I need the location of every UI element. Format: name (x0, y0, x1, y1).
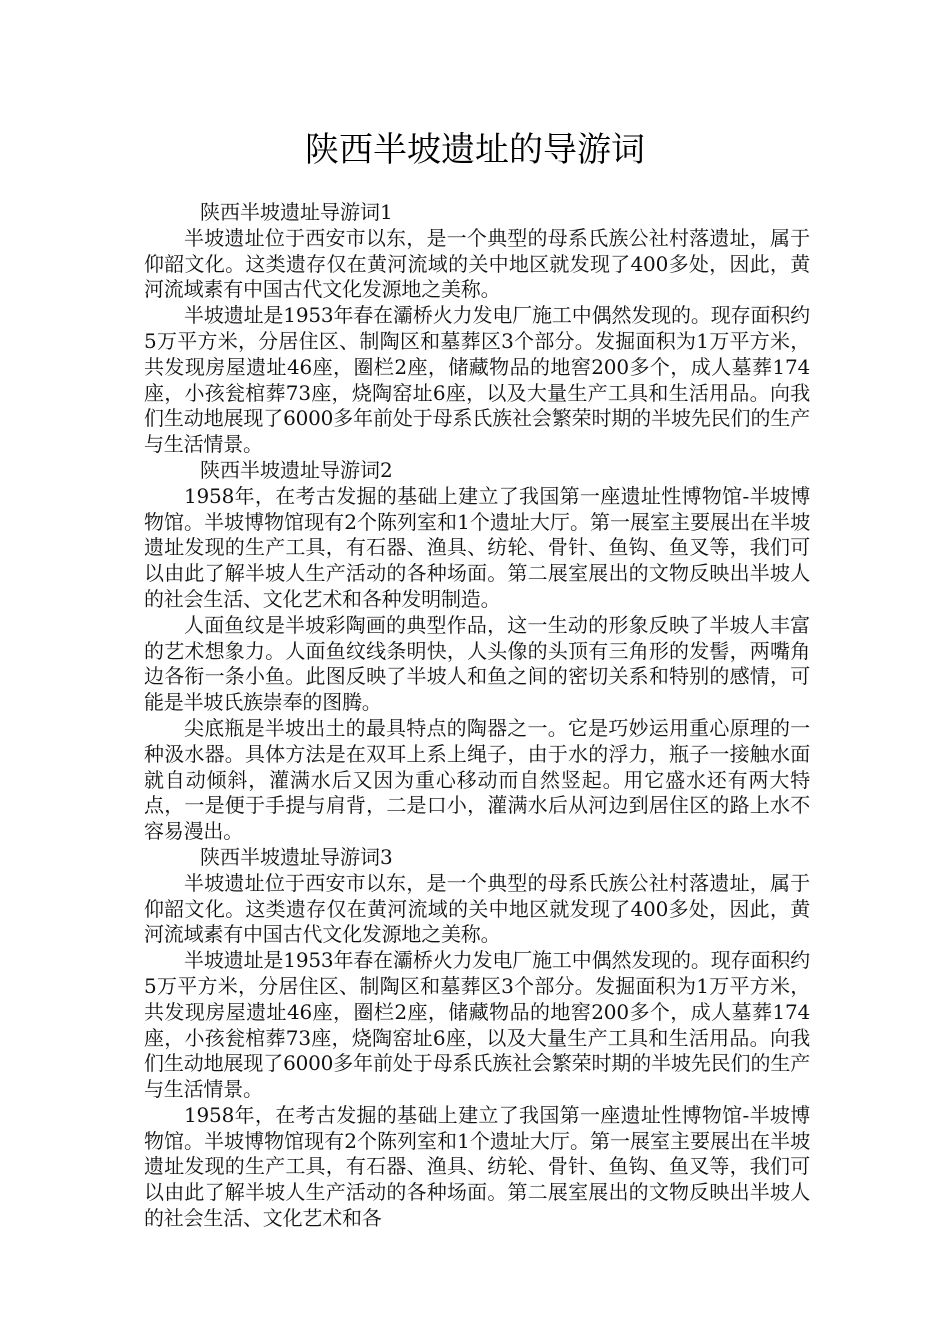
paragraph: 半坡遗址是1953年春在灞桥火力发电厂施工中偶然发现的。现存面积约5万平方米，分居住区、制陶区和墓葬区3个部分。发掘面积为1万平方米，共发现房屋遗址46座，圈栏2座，储藏物品的地窖200多个，成人墓葬174座，小孩瓮棺葬73座，烧陶窑址6座，以及大量生产工具和生活用品。向我们生动地展现了6000多年前处于母系氏族社会繁荣时期的半坡先民们的生产与生活情景。 (144, 303, 810, 457)
document-body (144, 200, 810, 1232)
section-heading: 陕西半坡遗址导游词2 (200, 457, 393, 482)
paragraph: 半坡遗址位于西安市以东，是一个典型的母系氏族公社村落遗址，属于仰韶文化。这类遗存仅在黄河流域的关中地区就发现了400多处，因此，黄河流域素有中国古代文化发源地之美称。 (144, 225, 810, 302)
paragraph: 1958年，在考古发掘的基础上建立了我国第一座遗址性博物馆-半坡博物馆。半坡博物馆现有2个陈列室和1个遗址大厅。第一展室主要展出在半坡遗址发现的生产工具，有石器、渔具、纺轮、骨针、鱼钩、鱼叉等，我们可以由此了解半坡人生产活动的各种场面。第二展室展出的文物反映出半坡人的社会生活、文化艺术和各 (144, 1102, 810, 1231)
paragraph: 半坡遗址是1953年春在灞桥火力发电厂施工中偶然发现的。现存面积约5万平方米，分居住区、制陶区和墓葬区3个部分。发掘面积为1万平方米，共发现房屋遗址46座，圈栏2座，储藏物品的地窖200多个，成人墓葬174座，小孩瓮棺葬73座，烧陶窑址6座，以及大量生产工具和生活用品。向我们生动地展现了6000多年前处于母系氏族社会繁荣时期的半坡先民们的生产与生活情景。 (144, 948, 810, 1102)
section-heading: 陕西半坡遗址导游词1 (200, 200, 393, 224)
paragraph: 人面鱼纹是半坡彩陶画的典型作品，这一生动的形象反映了半坡人丰富的艺术想象力。人面鱼纹线条明快，人头像的头顶有三角形的发髻，两嘴角边各衔一条小鱼。此图反映了半坡人和鱼之间的密切关系和特别的感情，可能是半坡氏族崇奉的图腾。 (144, 612, 810, 715)
paragraph: 1958年，在考古发掘的基础上建立了我国第一座遗址性博物馆-半坡博物馆。半坡博物馆现有2个陈列室和1个遗址大厅。第一展室主要展出在半坡遗址发现的生产工具，有石器、渔具、纺轮、骨针、鱼钩、鱼叉等，我们可以由此了解半坡人生产活动的各种场面。第二展室展出的文物反映出半坡人的社会生活、文化艺术和各种发明制造。 (144, 483, 810, 611)
paragraph: 半坡遗址位于西安市以东，是一个典型的母系氏族公社村落遗址，属于仰韶文化。这类遗存仅在黄河流域的关中地区就发现了400多处，因此，黄河流域素有中国古代文化发源地之美称。 (144, 870, 810, 947)
page-title: 陕西半坡遗址的导游词 (305, 130, 645, 170)
section-heading: 陕西半坡遗址导游词3 (200, 844, 393, 869)
paragraph: 尖底瓶是半坡出土的最具特点的陶器之一。它是巧妙运用重心原理的一种汲水器。具体方法是在双耳上系上绳子，由于水的浮力，瓶子一接触水面就自动倾斜，灌满水后又因为重心移动而自然竖起。用它盛水还有两大特点，一是便于手提与肩背，二是口小，灌满水后从河边到居住区的路上水不容易漫出。 (144, 715, 810, 844)
